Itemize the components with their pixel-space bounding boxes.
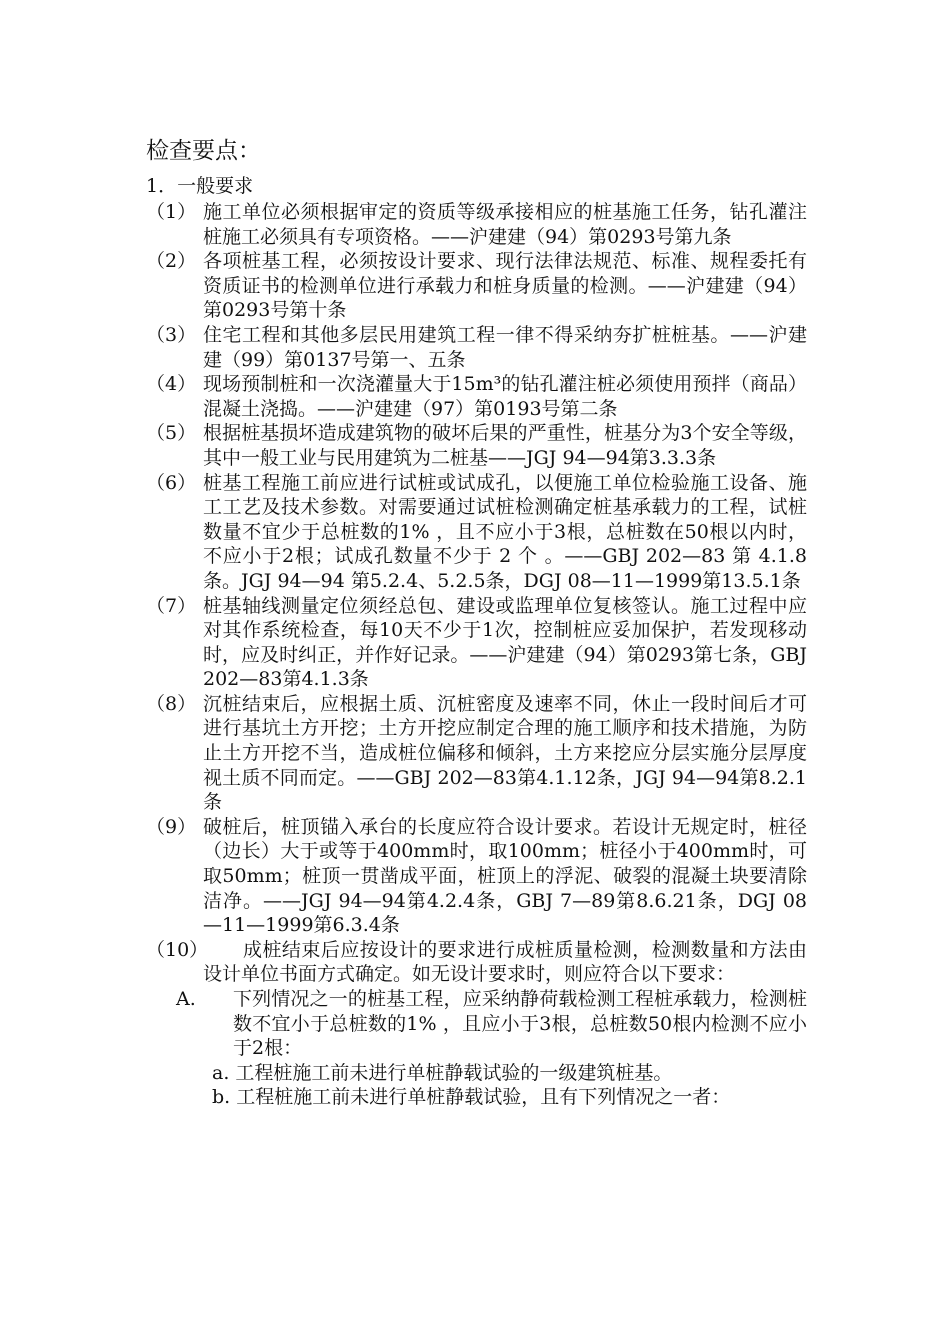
list-item (0, 692, 950, 815)
item-number: （4） (146, 373, 197, 396)
item-text: 现场预制桩和一次浇灌量大于15m³的钻孔灌注桩必须使用预拌（商品）混凝土浇捣。——沪建建（97）第0193号第二条 (203, 373, 807, 420)
item-number: （7） (146, 594, 197, 617)
list-item (0, 372, 950, 421)
item-text: 住宅工程和其他多层民用建筑工程一律不得采纳夯扩桩桩基。——沪建建（99）第0137号第一、五条 (203, 323, 807, 371)
list-item (0, 815, 950, 938)
item-number: （6） (146, 471, 197, 494)
item-text: 桩基工程施工前应进行试桩或试成孔，以便施工单位检验施工设备、施工工艺及技术参数。对需要通过试桩检测确定桩基承载力的工程，试桩数量不宜少于总桩数的1% ，且不应小于3根，总桩数在50根以内时，不应小于2根；试成孔数量不少于 2 个 。——GBJ 202—83 第 4.1.8 条。JGJ 94—94 第5.2.4、5.2.5条，DGJ 08—11—1999第13.5.1条 (203, 471, 807, 592)
item-text: 桩基轴线测量定位须经总包、建设或监理单位复核签认。施工过程中应对其作系统检查，每10天不少于1次，控制桩应妥加保护，若发现移动时，应及时纠正，并作好记录。——沪建建（94）第0293第七条，GBJ 202—83第4.1.3条 (203, 594, 807, 691)
sub-sub-item-text: a. 工程桩施工前未进行单桩静载试验的一级建筑桩基。 (212, 1061, 673, 1084)
item-text: 施工单位必须根据审定的资质等级承接相应的桩基施工任务，钻孔灌注桩施工必须具有专项资格。——沪建建（94）第0293号第九条 (203, 201, 807, 248)
sub-item-text: 下列情况之一的桩基工程，应采纳静荷载检测工程桩承载力，检测桩数不宜小于总桩数的1% ，且应小于3根，总桩数50根内检测不应小于2根： (233, 988, 807, 1060)
item-number: （10） (146, 938, 209, 961)
list-item (0, 249, 950, 323)
item-number: （5） (146, 422, 197, 445)
section-heading: 1．一般要求 (146, 175, 254, 197)
item-number: （8） (146, 692, 197, 715)
list-item (0, 594, 950, 692)
item-number: （1） (146, 201, 197, 223)
list-item (0, 323, 950, 372)
item-number: （2） (146, 250, 197, 273)
item-text: 破桩后，桩顶锚入承台的长度应符合设计要求。若设计无规定时，桩径（边长）大于或等于400mm时，取100mm；桩径小于400mm时，可取50mm；桩顶一贯凿成平面，桩顶上的浮泥、破裂的混凝土块要清除洁净。——JGJ 94—94第4.2.4条，GBJ 7—89第8.6.21条，DGJ 08—11—1999第6.3.4条 (203, 815, 807, 937)
item-text: 成桩结束后应按设计的要求进行成桩质量检测，检测数量和方法由设计单位书面方式确定。如无设计要求时，则应符合以下要求： (203, 938, 807, 986)
item-text: 各项桩基工程，必须按设计要求、现行法律法规范、标准、规程委托有资质证书的检测单位进行承载力和桩身质量的检测。——沪建建（94）第0293号第十条 (203, 250, 807, 322)
sub-item-a (0, 987, 950, 1061)
item-number: （9） (146, 815, 197, 838)
item-text: 根据桩基损坏造成建筑物的破坏后果的严重性，桩基分为3个安全等级，其中一般工业与民用建筑为二桩基——JGJ 94—94第3.3.3条 (203, 422, 807, 469)
list-item (0, 200, 950, 249)
list-item (0, 938, 950, 987)
sub-item-letter: A. (176, 988, 196, 1010)
sub-sub-item (0, 1085, 950, 1110)
requirements-list (0, 200, 950, 1110)
list-item (0, 471, 950, 594)
sub-sub-item-text: b. 工程桩施工前未进行单桩静载试验，且有下列情况之一者： (212, 1086, 731, 1109)
list-item (0, 421, 950, 470)
item-text: 沉桩结束后，应根据土质、沉桩密度及速率不同，休止一段时间后才可进行基坑土方开挖；土方开挖应制定合理的施工顺序和技术措施，为防止土方开挖不当，造成桩位偏移和倾斜，土方来挖应分层实施分层厚度视土质不同而定。——GBJ 202—83第4.1.12条，JGJ 94—94第8.2.1条 (203, 692, 807, 814)
item-number: （3） (146, 323, 197, 346)
page-title: 检查要点： (146, 138, 261, 164)
sub-sub-item (0, 1061, 950, 1086)
